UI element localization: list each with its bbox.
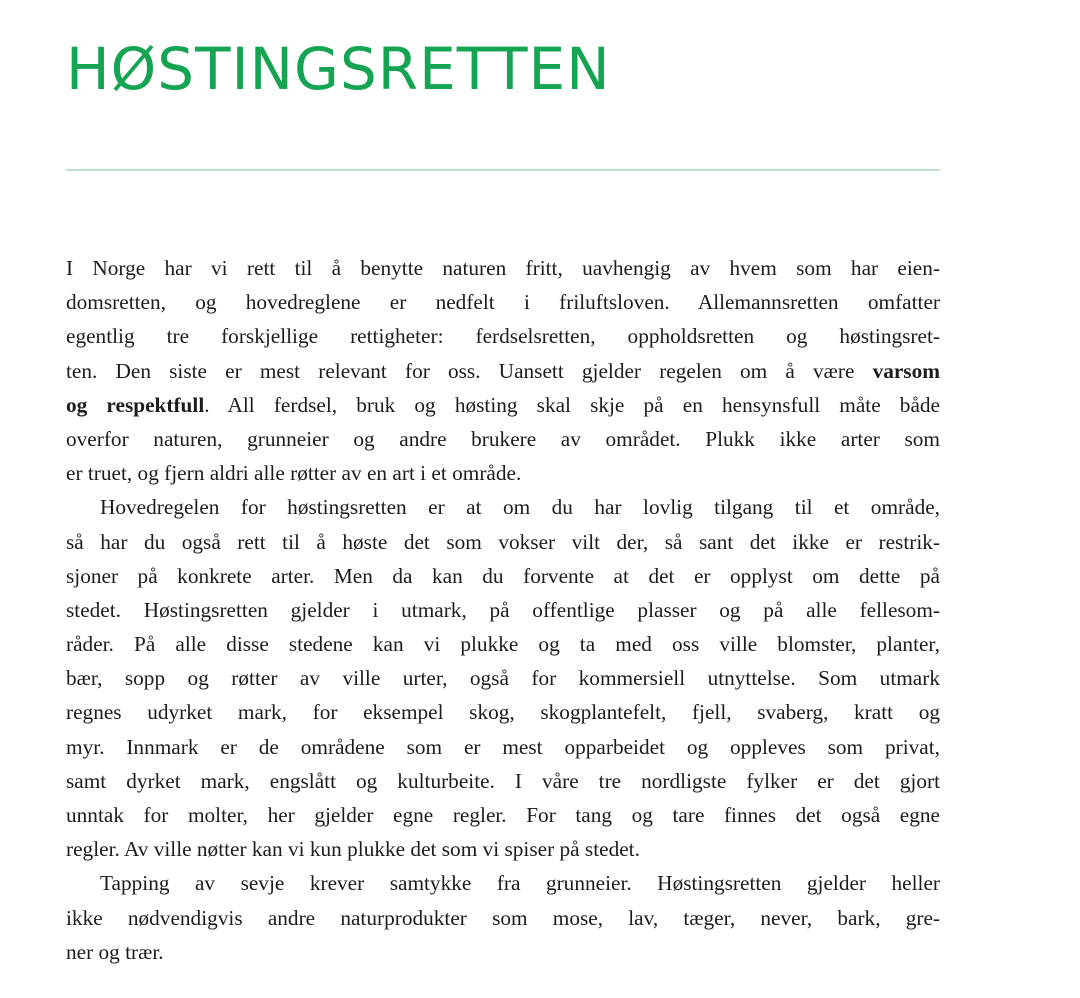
text-line (66, 422, 940, 456)
text-line (66, 866, 940, 900)
paragraph (66, 866, 940, 969)
text-segment: I Norge har vi rett til å benytte naturen fritt, uavhengig av hvem som har eien- (66, 256, 940, 280)
title-divider (66, 169, 940, 171)
text-line (66, 832, 940, 866)
text-segment: myr. Innmark er de områdene som er mest opparbeidet og oppleves som privat, (66, 734, 940, 759)
text-line (66, 661, 940, 695)
text-line (66, 901, 940, 935)
text-segment: råder. På alle disse stedene kan vi plukke og ta med oss ville blomster, planter, (66, 632, 940, 657)
paragraph (66, 251, 940, 490)
text-segment: regnes udyrket mark, for eksempel skog, skogplantefelt, fjell, svaberg, kratt og (66, 700, 940, 725)
text-segment: så har du også rett til å høste det som vokser vilt der, så sant det ikke er restrik- (66, 529, 940, 554)
text-line (66, 730, 940, 764)
text-line (66, 354, 940, 388)
paragraph (66, 490, 940, 866)
page-title: HØSTINGSRETTEN (66, 35, 611, 103)
text-line (66, 319, 940, 353)
text-segment: er truet, og fjern aldri alle røtter av en art i et område. (66, 461, 522, 486)
text-segment: bær, sopp og røtter av ville urter, også for kommersiell utnyttelse. Som utmark (66, 666, 940, 691)
text-segment: regler. Av ville nøtter kan vi kun plukke det som vi spiser på stedet. (66, 837, 640, 862)
text-segment: . All ferdsel, bruk og høsting skal skje på en hensynsfull måte både (204, 392, 940, 417)
text-line (66, 695, 940, 729)
text-line (66, 285, 940, 319)
text-line (66, 251, 940, 285)
text-segment: unntak for molter, her gjelder egne regler. For tang og tare finnes det også egne (66, 803, 940, 827)
text-segment: overfor naturen, grunneier og andre brukere av området. Plukk ikke arter som (66, 426, 940, 451)
text-segment: ikke nødvendigvis andre naturprodukter som mose, lav, tæger, never, bark, gre- (66, 905, 940, 930)
text-segment: ner og trær. (66, 939, 164, 964)
text-line (66, 490, 940, 524)
text-line (66, 559, 940, 593)
text-line (66, 798, 940, 832)
text-line (66, 525, 940, 559)
text-segment: Tapping av sevje krever samtykke fra grunneier. Høstingsretten gjelder heller (100, 871, 940, 896)
text-segment: ten. Den siste er mest relevant for oss. Uansett gjelder regelen om å være (66, 358, 873, 383)
text-segment: domsretten, og hovedreglene er nedfelt i friluftsloven. Allemannsretten omfatter (66, 290, 940, 315)
text-line (66, 593, 940, 627)
text-line (66, 388, 940, 422)
text-segment: Hovedregelen for høstingsretten er at om du har lovlig tilgang til et område, (100, 495, 940, 520)
body-text (66, 251, 940, 969)
text-line (66, 627, 940, 661)
text-segment: egentlig tre forskjellige rettigheter: ferdselsretten, oppholdsretten og høstingsret- (66, 324, 940, 349)
text-line (66, 935, 940, 969)
text-segment: samt dyrket mark, engslått og kulturbeite. I våre tre nordligste fylker er det gjort (66, 768, 940, 793)
text-line (66, 456, 940, 490)
text-segment: sjoner på konkrete arter. Men da kan du forvente at det er opplyst om dette på (66, 563, 940, 588)
text-segment: stedet. Høstingsretten gjelder i utmark, på offentlige plasser og på alle fellesom- (66, 597, 940, 622)
text-line (66, 764, 940, 798)
bold-text: varsom (872, 358, 940, 383)
bold-text: og respektfull (66, 392, 205, 417)
